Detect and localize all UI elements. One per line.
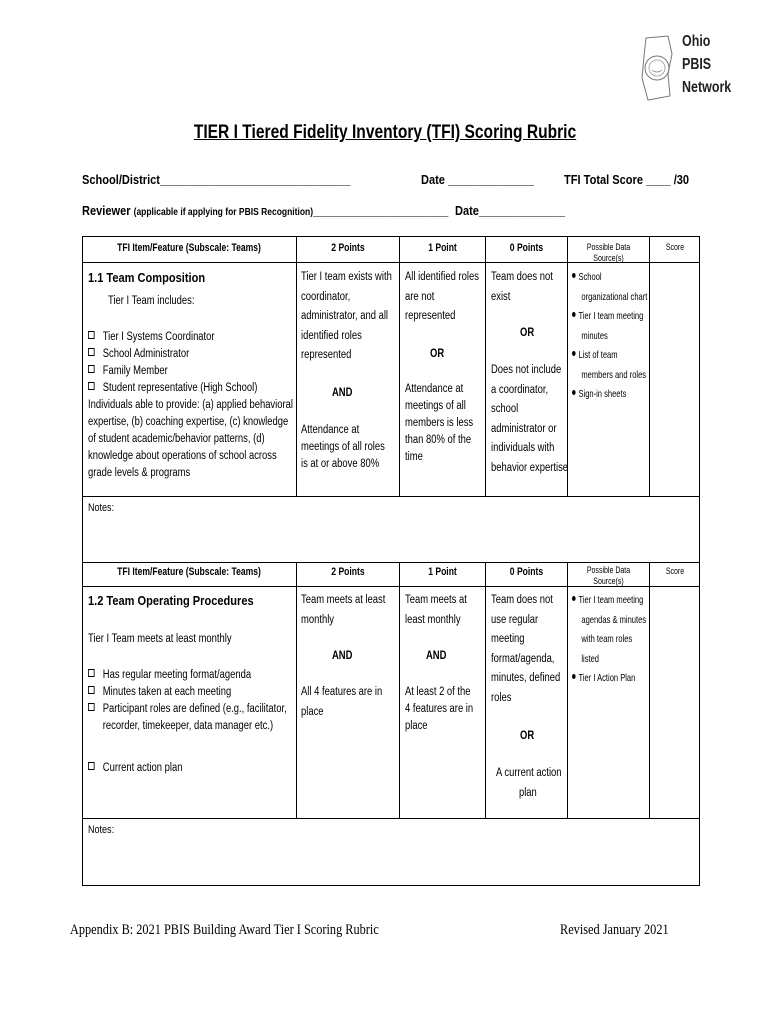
t1-col-header-item: TFI Item/Feature (Subscale: Teams) xyxy=(117,242,261,254)
criteria-line: administrator or xyxy=(491,422,557,435)
item1-description xyxy=(88,397,293,482)
item1-notes-area[interactable] xyxy=(83,515,699,561)
item1-0pts-or: OR xyxy=(520,327,535,339)
source-label: Tier I Action Plan xyxy=(578,672,636,684)
item1-1pt-or: OR xyxy=(430,348,445,360)
item1-intro: Tier I Team includes: xyxy=(108,295,195,307)
criteria-line: use regular xyxy=(491,613,539,626)
t1-sources-l2: Source(s) xyxy=(593,253,624,263)
source-item xyxy=(572,268,647,288)
check-label-cont: recorder, timekeeper, data manager etc.) xyxy=(102,720,274,732)
reviewer-line: ______________________ xyxy=(313,203,449,218)
t2-col-header-item: TFI Item/Feature (Subscale: Teams) xyxy=(117,566,261,578)
checkbox-icon xyxy=(88,348,95,356)
item2-1pt-criteria xyxy=(405,591,467,630)
t1-col-header-score: Score xyxy=(665,242,685,252)
item1-check-item[interactable] xyxy=(88,329,257,346)
source-item xyxy=(572,669,646,689)
source-label: Sign-in sheets xyxy=(578,388,627,400)
t2-col-sep-4 xyxy=(567,562,568,818)
criteria-line: Does not include xyxy=(491,364,562,376)
source-label: minutes xyxy=(581,329,608,342)
criteria-line: identified roles xyxy=(301,329,362,342)
criteria-line: time xyxy=(405,451,423,463)
item2-title: 1.2 Team Operating Procedures xyxy=(88,593,254,608)
t1-col-header-0pts: 0 Points xyxy=(509,242,544,254)
check-label: Current action plan xyxy=(102,762,183,774)
tfi-total-score-field[interactable]: TFI Total Score ____ /30 xyxy=(564,172,690,187)
t2-sources-l2: Source(s) xyxy=(593,576,624,586)
criteria-line: Team does not xyxy=(491,594,553,606)
t2-col-header-score: Score xyxy=(665,566,685,576)
criteria-line: than 80% of the xyxy=(405,434,472,446)
item1-2pts-criteria-b xyxy=(301,422,385,473)
desc-line: knowledge about operations of school across xyxy=(88,450,277,462)
criteria-line: 4 features are in xyxy=(405,703,474,715)
item1-check-item[interactable] xyxy=(88,363,257,380)
criteria-line: least monthly xyxy=(405,613,461,626)
item2-check-item[interactable] xyxy=(88,684,287,701)
reviewer-label: Reviewer xyxy=(82,203,131,218)
item1-notes-label: Notes: xyxy=(88,502,115,514)
criteria-line: plan xyxy=(518,786,537,799)
item2-2pts-criteria xyxy=(301,591,385,630)
criteria-line: individuals with xyxy=(491,442,555,454)
table2-notes-line xyxy=(82,818,700,819)
checkbox-icon xyxy=(88,762,95,770)
source-item xyxy=(572,385,647,405)
bullet-icon xyxy=(572,351,576,356)
t1-col-sep-5 xyxy=(649,236,650,496)
source-label: Tier I team meeting xyxy=(578,594,644,606)
criteria-line: format/agenda, xyxy=(491,652,555,665)
source-label: School xyxy=(578,271,602,283)
source-label: List of team xyxy=(578,349,618,361)
ohio-seal-icon xyxy=(638,34,676,102)
checkbox-icon xyxy=(88,669,95,677)
reviewer-field[interactable] xyxy=(82,203,448,218)
check-label: Minutes taken at each meeting xyxy=(102,686,232,698)
item2-1pt-criteria-b xyxy=(405,684,473,735)
item2-0pts-criteria-b xyxy=(496,764,562,803)
item1-data-sources xyxy=(572,268,647,405)
bullet-icon xyxy=(572,312,576,317)
criteria-line: A current action xyxy=(496,767,562,779)
criteria-line: minutes, defined xyxy=(491,672,561,684)
criteria-line: meetings of all roles xyxy=(301,441,385,453)
logo-line-1: Ohio xyxy=(682,33,711,50)
t2-col-sep-1 xyxy=(296,562,297,818)
t1-col-header-2pts: 2 Points xyxy=(331,242,365,254)
item1-title: 1.1 Team Composition xyxy=(88,270,206,285)
item2-2pts-and: AND xyxy=(332,650,353,662)
criteria-line: Tier I team exists with xyxy=(301,271,392,283)
date-field[interactable]: Date ______________ xyxy=(421,172,535,187)
criteria-line: roles xyxy=(491,691,512,704)
source-label: members and roles xyxy=(581,368,647,381)
item2-check-item[interactable] xyxy=(88,701,287,718)
criteria-line: place xyxy=(405,720,428,732)
item1-0pts-criteria-b xyxy=(491,361,568,478)
check-label: Has regular meeting format/agenda xyxy=(102,669,252,681)
checkbox-icon xyxy=(88,703,95,711)
check-label: Family Member xyxy=(102,365,168,377)
item2-0pts-or: OR xyxy=(520,730,535,742)
logo-line-2: PBIS xyxy=(682,56,712,73)
criteria-line: At least 2 of the xyxy=(405,686,471,698)
desc-line: of student academic/behavior patterns, (d) xyxy=(88,433,265,445)
source-item xyxy=(572,307,647,327)
item1-check-item[interactable] xyxy=(88,380,257,397)
criteria-line: Attendance at xyxy=(405,383,464,395)
bullet-icon xyxy=(572,596,576,601)
t2-col-header-1pt: 1 Point xyxy=(428,566,457,578)
bullet-icon xyxy=(572,674,576,679)
item1-0pts-criteria xyxy=(491,268,553,307)
criteria-line: administrator, and all xyxy=(301,310,389,322)
t1-col-sep-2 xyxy=(399,236,400,496)
item1-checklist xyxy=(88,329,257,397)
checkbox-icon xyxy=(88,331,95,339)
checkbox-icon xyxy=(88,686,95,694)
t2-sources-l1: Possible Data xyxy=(586,565,631,575)
t2-col-header-sources xyxy=(578,565,640,587)
t2-col-header-0pts: 0 Points xyxy=(509,566,544,578)
item2-check-item[interactable] xyxy=(88,759,182,779)
source-label: with team roles xyxy=(581,633,633,645)
t1-col-sep-1 xyxy=(296,236,297,496)
criteria-line: are not xyxy=(405,290,435,303)
criteria-line: meetings of all xyxy=(405,400,466,412)
item2-notes-area[interactable] xyxy=(83,838,699,884)
criteria-line: school xyxy=(491,403,519,415)
criteria-line: is at or above 80% xyxy=(301,458,380,470)
item2-2pts-criteria-b xyxy=(301,683,382,722)
t1-sources-l1: Possible Data xyxy=(586,242,631,252)
t2-col-sep-5 xyxy=(649,562,650,818)
item1-1pt-criteria-b xyxy=(405,381,473,466)
t1-col-header-1pt: 1 Point xyxy=(428,242,457,254)
footer-left: Appendix B: 2021 PBIS Building Award Tier I Scoring Rubric xyxy=(70,922,379,938)
desc-line: Individuals able to provide: (a) applied behavioral xyxy=(88,399,293,411)
item2-intro: Tier I Team meets at least monthly xyxy=(88,633,232,645)
check-label: Student representative (High School) xyxy=(102,382,258,394)
criteria-line: exist xyxy=(491,290,511,303)
item1-2pts-criteria xyxy=(301,268,392,366)
ohio-pbis-logo xyxy=(638,30,738,110)
criteria-line: coordinator, xyxy=(301,290,351,303)
criteria-line: Attendance at xyxy=(301,424,360,436)
table1-notes-line xyxy=(82,496,700,497)
criteria-line: members is less xyxy=(405,417,474,429)
criteria-line: represented xyxy=(301,349,352,361)
check-label: School Administrator xyxy=(102,348,190,360)
item2-check-item[interactable] xyxy=(88,667,287,684)
item2-data-sources xyxy=(572,591,646,689)
page-title: TIER I Tiered Fidelity Inventory (TFI) Scoring Rubric xyxy=(193,122,577,143)
item2-notes-label: Notes: xyxy=(88,824,115,836)
t1-col-sep-3 xyxy=(485,236,486,496)
item2-checklist xyxy=(88,667,287,735)
desc-line: grade levels & programs xyxy=(88,467,191,479)
criteria-line: place xyxy=(301,705,324,718)
criteria-line: All identified roles xyxy=(405,271,479,283)
logo-text xyxy=(682,30,731,99)
criteria-line: behavior expertise xyxy=(491,461,569,474)
item1-2pts-and: AND xyxy=(332,387,353,399)
item1-check-item[interactable] xyxy=(88,346,257,363)
criteria-line: represented xyxy=(405,310,456,322)
bullet-icon xyxy=(572,273,576,278)
check-label: Tier I Systems Coordinator xyxy=(102,331,215,343)
source-item xyxy=(572,346,647,366)
source-label: Tier I team meeting xyxy=(578,310,644,322)
logo-line-3: Network xyxy=(682,79,732,96)
item2-0pts-criteria xyxy=(491,591,560,708)
item1-1pt-criteria xyxy=(405,268,479,327)
date2-field[interactable]: Date______________ xyxy=(455,203,565,218)
desc-line: expertise, (b) coaching expertise, (c) knowledge xyxy=(88,416,289,428)
criteria-line: Team does not xyxy=(491,271,553,283)
criteria-line: Team meets at xyxy=(405,594,467,606)
reviewer-note: (applicable if applying for PBIS Recognition) xyxy=(133,207,314,218)
criteria-line: All 4 features are in xyxy=(301,686,383,698)
check-label: Participant roles are defined (e.g., facilitator, xyxy=(102,703,287,715)
criteria-line: monthly xyxy=(301,613,335,626)
bullet-icon xyxy=(572,390,576,395)
t2-col-sep-3 xyxy=(485,562,486,818)
criteria-line: Team meets at least xyxy=(301,594,386,606)
checkbox-icon xyxy=(88,382,95,390)
t2-col-header-2pts: 2 Points xyxy=(331,566,365,578)
checkbox-icon xyxy=(88,365,95,373)
criteria-line: a coordinator, xyxy=(491,383,549,396)
t2-col-sep-2 xyxy=(399,562,400,818)
source-label: listed xyxy=(581,652,600,665)
source-item xyxy=(572,591,646,611)
source-label: agendas & minutes xyxy=(581,613,647,626)
criteria-line: meeting xyxy=(491,633,525,645)
t1-col-header-sources xyxy=(578,242,640,264)
school-district-field[interactable]: School/District_______________________________ xyxy=(82,172,351,187)
footer-right: Revised January 2021 xyxy=(560,922,669,938)
item2-1pt-and: AND xyxy=(426,650,447,662)
source-label: organizational chart xyxy=(581,290,648,303)
